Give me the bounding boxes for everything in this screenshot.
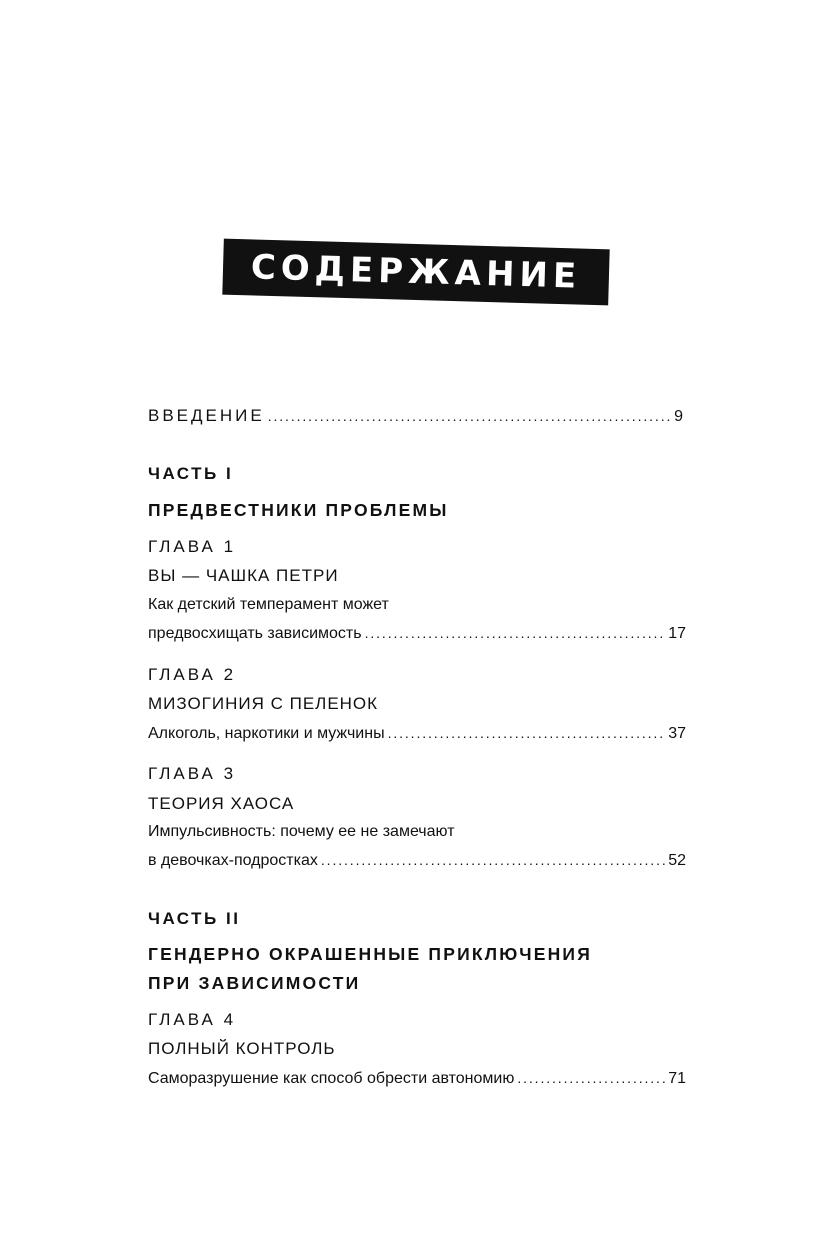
part-label: ЧАСТЬ II <box>148 909 241 928</box>
part-title: ПРЕДВЕСТНИКИ ПРОБЛЕМЫ <box>148 500 449 520</box>
page-number: 9 <box>674 408 686 425</box>
page-number: 52 <box>668 852 686 869</box>
dot-leader <box>268 406 671 426</box>
chapter-subtitle: Как детский темперамент может <box>148 596 389 613</box>
toc-entry-chapter-4[interactable] <box>148 1070 686 1088</box>
toc-entry-chapter-3[interactable] <box>148 852 686 870</box>
page-number: 17 <box>668 625 686 642</box>
dot-leader <box>321 852 665 870</box>
page-number: 37 <box>668 725 686 742</box>
chapter-title[interactable]: ПОЛНЫЙ КОНТРОЛЬ <box>148 1039 336 1058</box>
chapter-label: ГЛАВА 4 <box>148 1010 237 1029</box>
toc-entry-chapter-2[interactable] <box>148 725 686 743</box>
part-label: ЧАСТЬ I <box>148 464 234 483</box>
page-title: СОДЕРЖАНИЕ <box>250 247 582 297</box>
chapter-subtitle: в девочках-подростках <box>148 852 318 869</box>
chapter-subtitle: Алкоголь, наркотики и мужчины <box>148 725 385 742</box>
dot-leader <box>388 725 666 743</box>
chapter-label: ГЛАВА 2 <box>148 665 237 684</box>
dot-leader <box>517 1070 665 1088</box>
chapter-label: ГЛАВА 1 <box>148 537 237 556</box>
dot-leader <box>365 625 666 643</box>
part-title: ПРИ ЗАВИСИМОСТИ <box>148 973 361 993</box>
chapter-title[interactable]: ТЕОРИЯ ХАОСА <box>148 794 295 813</box>
part-title: ГЕНДЕРНО ОКРАШЕННЫЕ ПРИКЛЮЧЕНИЯ <box>148 944 592 964</box>
chapter-subtitle: Импульсивность: почему ее не замечают <box>148 823 455 840</box>
toc-entry-chapter-1[interactable] <box>148 625 686 643</box>
intro-label: ВВЕДЕНИЕ <box>148 406 265 425</box>
chapter-subtitle: Саморазрушение как способ обрести автономию <box>148 1070 515 1087</box>
chapter-label: ГЛАВА 3 <box>148 764 237 783</box>
chapter-subtitle: предвосхищать зависимость <box>148 625 362 642</box>
toc-entry-intro[interactable] <box>148 406 686 426</box>
chapter-title[interactable]: ВЫ — ЧАШКА ПЕТРИ <box>148 566 339 585</box>
page-number: 71 <box>668 1070 686 1087</box>
chapter-title[interactable]: МИЗОГИНИЯ С ПЕЛЕНОК <box>148 694 379 713</box>
